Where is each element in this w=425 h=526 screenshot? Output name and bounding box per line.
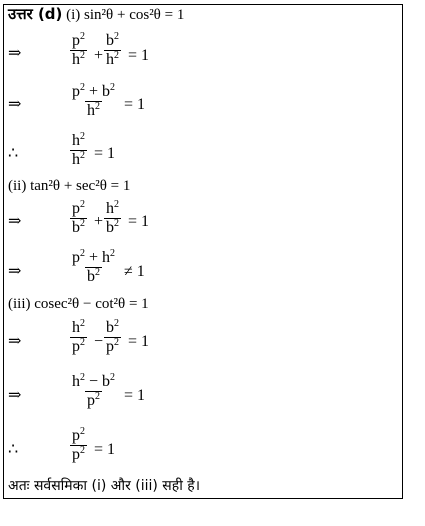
therefore-symbol: ∴ [8,441,19,458]
step1-rhs: = 1 [128,47,150,64]
conclusion: अतः सर्वसमिका (i) और (iii) सही है। [8,478,201,494]
fraction-p2-b2: $\frac{p^2}{b^2}$ [72,199,85,236]
identity-iii: (iii) cosec²θ − cot²θ = 1 [8,296,149,312]
answer-prefix: उत्तर (d) [8,5,63,23]
fraction-h2-h2: $\frac{h^2}{h^2}$ [72,131,85,168]
step5-rhs: ≠ 1 [124,263,145,280]
fraction-b2-p2: $\frac{b^2}{p^2}$ [106,318,119,355]
fraction-b2-h2: $\frac{b^2}{h^2}$ [106,31,119,68]
plus-sign: + [94,213,104,230]
answer-box [3,4,403,499]
fraction-p2-p2: $\frac{p^2}{p^2}$ [72,426,85,463]
fraction-h2-b2: $\frac{h^2}{b^2}$ [106,199,119,236]
fraction-p2-h2: $\frac{p^2}{h^2}$ [72,31,85,68]
fraction-p2h2-b2: $\frac{p^2 + h^2}{b^2}$ [72,248,116,285]
implies-symbol: ⇒ [8,45,22,62]
minus-sign: − [94,333,104,350]
step8-rhs: = 1 [94,441,116,458]
fraction-p2b2-h2: $\frac{p^2 + b^2}{h^2}$ [72,82,116,119]
step6-rhs: = 1 [128,333,150,350]
therefore-symbol: ∴ [8,145,19,162]
step2-rhs: = 1 [124,96,146,113]
step7-rhs: = 1 [124,387,146,404]
implies-symbol: ⇒ [8,333,22,350]
identity-i: (i) sin²θ + cos²θ = 1 [66,7,185,23]
fraction-h2minusb2-p2: $\frac{h^2 - b^2}{p^2}$ [72,372,116,409]
identity-i-line [8,6,184,23]
implies-symbol: ⇒ [8,213,22,230]
implies-symbol: ⇒ [8,96,22,113]
plus-sign: + [94,47,104,64]
implies-symbol: ⇒ [8,263,22,280]
fraction-h2-p2: $\frac{h^2}{p^2}$ [72,318,85,355]
step3-rhs: = 1 [94,145,116,162]
implies-symbol: ⇒ [8,387,22,404]
identity-ii: (ii) tan²θ + sec²θ = 1 [8,178,131,194]
step4-rhs: = 1 [128,213,150,230]
